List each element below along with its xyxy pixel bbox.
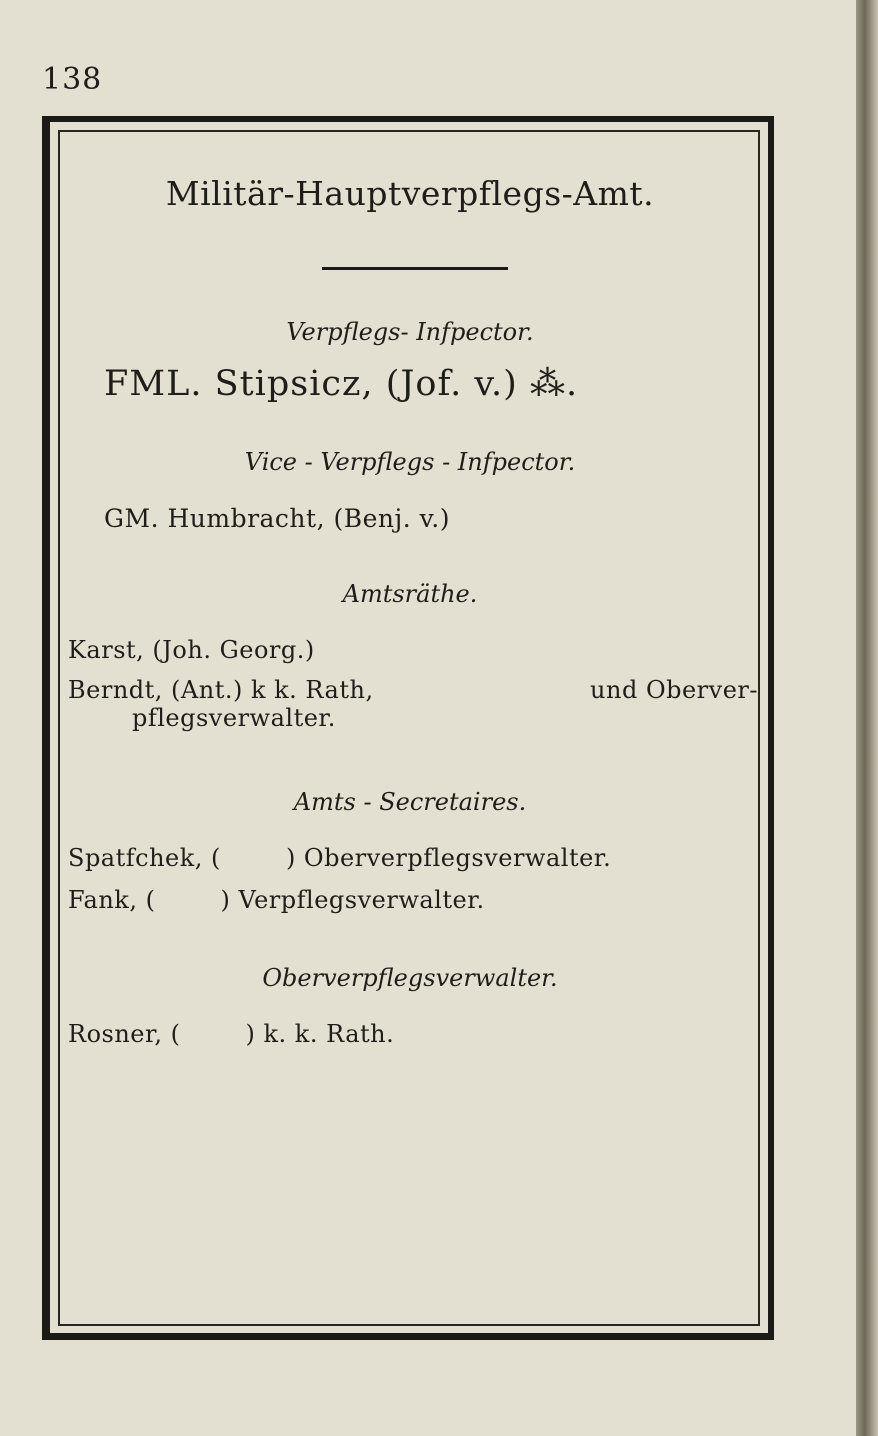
section-heading-inspector: Verpflegs- Infpector.: [286, 318, 534, 346]
entry-berndt-right: und Oberver-: [590, 676, 758, 704]
entry-karst: Karst, (Joh. Georg.): [68, 636, 315, 664]
entry-berndt: [68, 676, 758, 732]
section-heading-oberverpflegsverwalter: Oberverpflegsverwalter.: [262, 964, 558, 992]
entry-spatfchek: Spatfchek, ( ) Oberverpflegsverwalter.: [68, 844, 612, 872]
page-title: Militär-Hauptverpflegs-Amt.: [165, 174, 655, 213]
page-edge: [856, 0, 878, 1436]
entry-berndt-continuation: pflegsverwalter.: [132, 704, 336, 732]
section-heading-vice-inspector: Vice - Verpflegs - Infpector.: [244, 448, 576, 476]
entry-rosner: Rosner, ( ) k. k. Rath.: [68, 1020, 395, 1048]
entry-berndt-left: Berndt, (Ant.) k k. Rath,: [68, 676, 374, 704]
section-heading-amtsraethe: Amtsräthe.: [342, 580, 478, 608]
section-heading-secretaires: Amts - Secretaires.: [293, 788, 527, 816]
entry-inspector: FML. Stipsicz, (Jof. v.) ⁂.: [104, 364, 579, 404]
page-number: 138: [42, 62, 103, 97]
entry-vice-inspector: GM. Humbracht, (Benj. v.): [104, 504, 450, 533]
title-divider: [322, 267, 508, 270]
entry-fank: Fank, ( ) Verpflegsverwalter.: [68, 886, 485, 914]
